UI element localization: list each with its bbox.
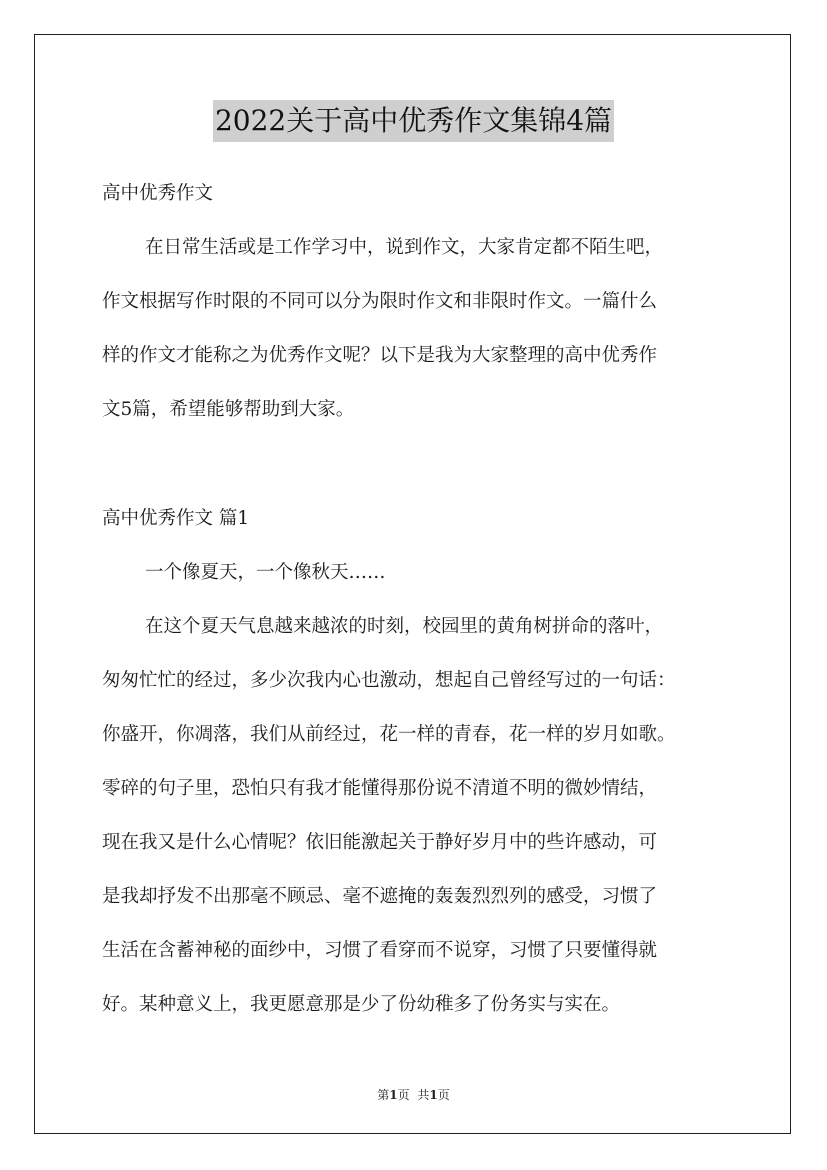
essay-line-8: 生活在含蓄神秘的面纱中，习惯了看穿而不说穿，习惯了只要懂得就 — [102, 940, 658, 961]
section-heading-intro: 高中优秀作文 — [102, 183, 214, 204]
footer-total-prefix: 共 — [417, 1088, 430, 1102]
essay-line-2: 在这个夏天气息越来越浓的时刻，校园里的黄角树拼命的落叶， — [145, 616, 664, 637]
footer-total-number: 1 — [429, 1088, 438, 1102]
essay-line-1: 一个像夏天，一个像秋天…… — [145, 562, 386, 583]
page-footer — [0, 1086, 827, 1103]
footer-page-suffix: 页 — [397, 1088, 410, 1102]
document-title: 2022关于高中优秀作文集锦4篇 — [213, 100, 614, 142]
section-heading-essay-1: 高中优秀作文 篇1 — [102, 508, 250, 529]
essay-line-5: 零碎的句子里，恐怕只有我才能懂得那份说不清道不明的微妙情结， — [102, 778, 658, 799]
footer-page-prefix: 第 — [377, 1088, 390, 1102]
footer-total-suffix: 页 — [437, 1088, 450, 1102]
essay-line-4: 你盛开，你凋落，我们从前经过，花一样的青春，花一样的岁月如歌。 — [102, 724, 676, 745]
essay-line-9: 好。某种意义上，我更愿意那是少了份幼稚多了份务实与实在。 — [102, 994, 621, 1015]
essay-line-7: 是我却抒发不出那毫不顾忌、毫不遮掩的轰轰烈烈列的感受，习惯了 — [102, 886, 658, 907]
title-container — [0, 100, 827, 142]
intro-line-2: 作文根据写作时限的不同可以分为限时作文和非限时作文。一篇什么 — [102, 291, 658, 312]
intro-line-3: 样的作文才能称之为优秀作文呢？以下是我为大家整理的高中优秀作 — [102, 345, 658, 366]
footer-page-number: 1 — [389, 1088, 398, 1102]
essay-line-3: 匆匆忙忙的经过，多少次我内心也激动，想起自己曾经写过的一句话： — [102, 670, 676, 691]
intro-line-1: 在日常生活或是工作学习中，说到作文，大家肯定都不陌生吧， — [145, 237, 664, 258]
essay-line-6: 现在我又是什么心情呢？依旧能激起关于静好岁月中的些许感动，可 — [102, 832, 658, 853]
intro-line-4: 文5篇，希望能够帮助到大家。 — [102, 399, 355, 420]
